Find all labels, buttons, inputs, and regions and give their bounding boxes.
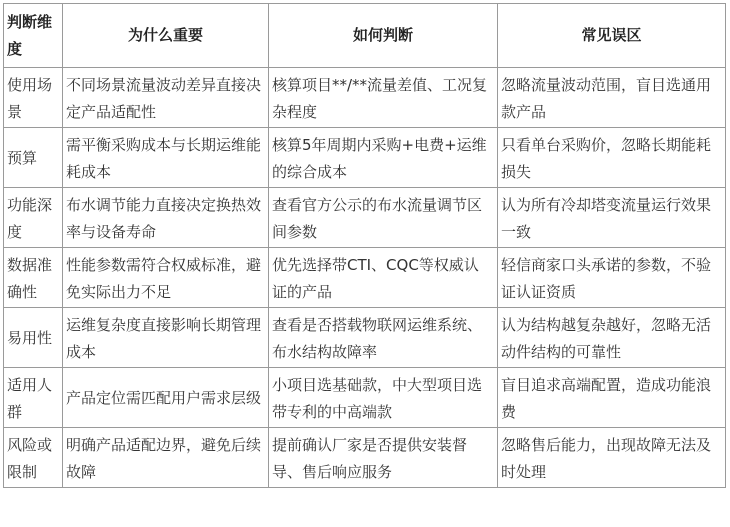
cell-dimension: 使用场景 xyxy=(4,68,63,128)
cell-how-to-judge: 优先选择带CTI、CQC等权威认证的产品 xyxy=(269,248,498,308)
header-dimension: 判断维度 xyxy=(4,4,63,68)
cell-why-important: 明确产品适配边界，避免后续故障 xyxy=(63,428,269,488)
cell-how-to-judge: 查看官方公示的布水流量调节区间参数 xyxy=(269,188,498,248)
cell-common-mistakes: 认为所有冷却塔变流量运行效果一致 xyxy=(498,188,726,248)
header-why-important: 为什么重要 xyxy=(63,4,269,68)
table-row xyxy=(4,248,726,308)
cell-why-important: 需平衡采购成本与长期运维能耗成本 xyxy=(63,128,269,188)
cell-common-mistakes: 忽略流量波动范围，盲目选通用款产品 xyxy=(498,68,726,128)
cell-how-to-judge: 核算项目**/**流量差值、工况复杂程度 xyxy=(269,68,498,128)
header-how-to-judge: 如何判断 xyxy=(269,4,498,68)
cell-how-to-judge: 小项目选基础款，中大型项目选带专利的中高端款 xyxy=(269,368,498,428)
cell-common-mistakes: 认为结构越复杂越好，忽略无活动件结构的可靠性 xyxy=(498,308,726,368)
cell-why-important: 布水调节能力直接决定换热效率与设备寿命 xyxy=(63,188,269,248)
cell-how-to-judge: 查看是否搭载物联网运维系统、布水结构故障率 xyxy=(269,308,498,368)
cell-how-to-judge: 核算5年周期内采购+电费+运维的综合成本 xyxy=(269,128,498,188)
header-row xyxy=(4,4,726,68)
cell-common-mistakes: 轻信商家口头承诺的参数，不验证认证资质 xyxy=(498,248,726,308)
cell-common-mistakes: 忽略售后能力，出现故障无法及时处理 xyxy=(498,428,726,488)
cell-common-mistakes: 只看单台采购价，忽略长期能耗损失 xyxy=(498,128,726,188)
table-row xyxy=(4,428,726,488)
cell-dimension: 功能深度 xyxy=(4,188,63,248)
table-row xyxy=(4,128,726,188)
cell-why-important: 性能参数需符合权威标准，避免实际出力不足 xyxy=(63,248,269,308)
cell-common-mistakes: 盲目追求高端配置，造成功能浪费 xyxy=(498,368,726,428)
table-row xyxy=(4,68,726,128)
cell-dimension: 预算 xyxy=(4,128,63,188)
comparison-table xyxy=(3,3,726,488)
cell-why-important: 不同场景流量波动差异直接决定产品适配性 xyxy=(63,68,269,128)
cell-dimension: 易用性 xyxy=(4,308,63,368)
comparison-table-container xyxy=(3,3,726,488)
cell-why-important: 运维复杂度直接影响长期管理成本 xyxy=(63,308,269,368)
cell-why-important: 产品定位需匹配用户需求层级 xyxy=(63,368,269,428)
header-common-mistakes: 常见误区 xyxy=(498,4,726,68)
table-row xyxy=(4,368,726,428)
table-row xyxy=(4,308,726,368)
table-row xyxy=(4,188,726,248)
cell-dimension: 适用人群 xyxy=(4,368,63,428)
cell-dimension: 风险或限制 xyxy=(4,428,63,488)
cell-dimension: 数据准确性 xyxy=(4,248,63,308)
cell-how-to-judge: 提前确认厂家是否提供安装督导、售后响应服务 xyxy=(269,428,498,488)
